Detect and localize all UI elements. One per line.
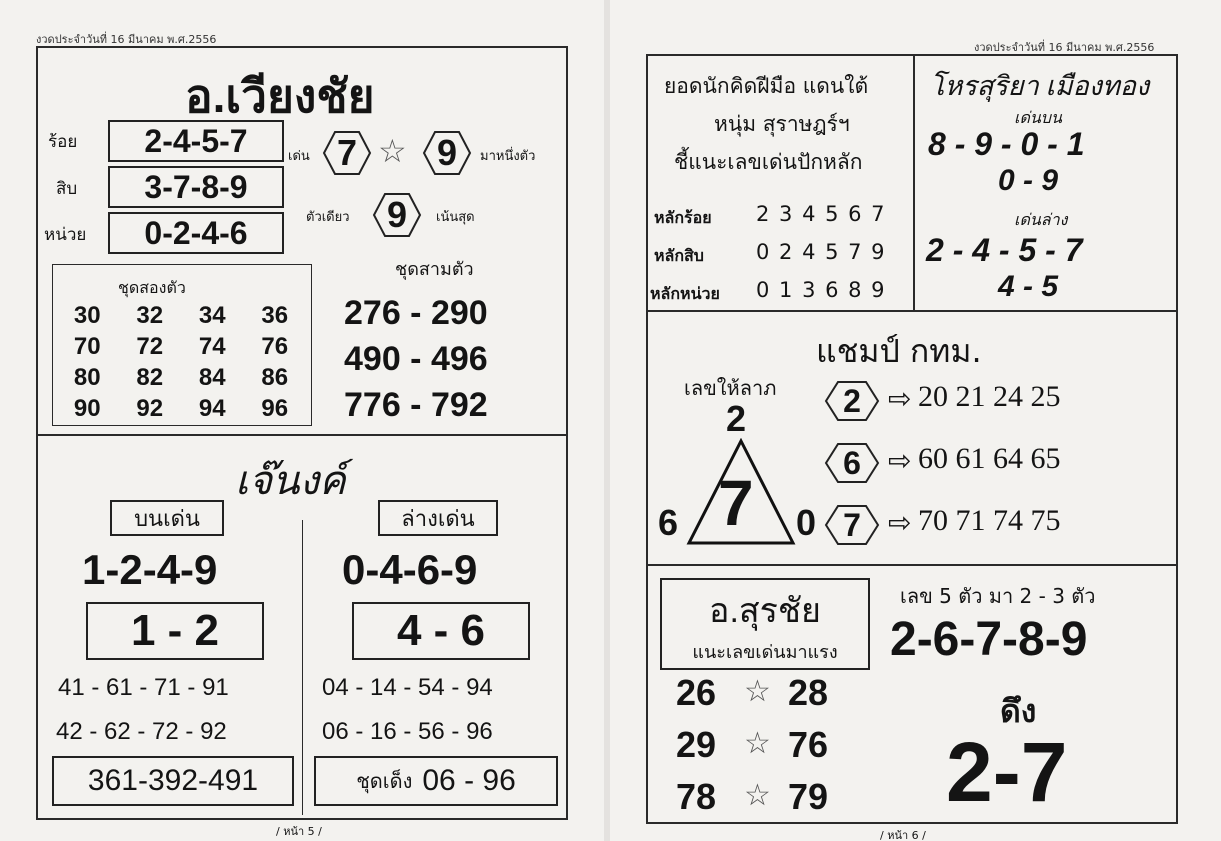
two-digit-number: 80	[73, 364, 101, 391]
two-digit-number: 94	[198, 395, 226, 422]
bottom-list-2: 06 - 16 - 56 - 96	[322, 718, 493, 745]
star-icon: ☆	[744, 674, 771, 709]
set-value: 06 - 96	[422, 764, 516, 797]
arrow-right-icon: ⇨	[888, 382, 912, 415]
section-title-jenong: เจ๊นงค์	[235, 458, 346, 503]
box4-name-box	[660, 578, 870, 670]
box2-bottom-label: เด่นล่าง	[1014, 212, 1068, 229]
two-digit-number: 90	[73, 395, 101, 422]
top-list-2: 42 - 62 - 72 - 92	[56, 718, 227, 745]
three-digit-title: ชุดสามตัว	[395, 259, 474, 280]
box2-bottom-main: 2 - 4 - 5 - 7	[926, 232, 1083, 268]
box1-row-label-units: หลักหน่วย	[650, 284, 720, 303]
bottom-list-1: 04 - 14 - 54 - 94	[322, 674, 493, 701]
single-label: ตัวเดียว	[306, 210, 350, 225]
box3-row-values: 70 71 74 75	[918, 504, 1061, 537]
top-pair-box: 1 - 2	[86, 602, 264, 660]
two-digit-number: 30	[73, 302, 101, 329]
two-digit-number: 84	[198, 364, 226, 391]
right-footer: / หน้า 6 /	[880, 829, 926, 841]
box3-row-values: 20 21 24 25	[918, 380, 1061, 413]
right-page	[610, 0, 1221, 841]
arrow-right-icon: ⇨	[888, 444, 912, 477]
left-header: งวดประจำวันที่ 16 มีนาคม พ.ศ.2556	[36, 33, 217, 46]
box2-top-main: 8 - 9 - 0 - 1	[928, 126, 1085, 162]
left-divider	[36, 434, 566, 436]
triangle-top-number: 2	[726, 398, 747, 439]
star-icon: ☆	[744, 726, 771, 761]
pair-b: 79	[788, 776, 829, 817]
right-top-column-divider	[913, 54, 915, 310]
box1-row-digits-units: 0 1 3 6 8 9	[756, 278, 885, 302]
box2-top-sub: 0 - 9	[998, 164, 1059, 197]
two-digit-number: 96	[261, 395, 289, 422]
arrow-right-icon: ⇨	[888, 506, 912, 539]
box3-title: แชมป์ กทม.	[816, 332, 982, 370]
box1-line1: ยอดนักคิดฝีมือ แดนใต้	[664, 74, 869, 98]
hex-badge-play-a: 7	[322, 130, 372, 176]
single-note: เน้นสุด	[436, 210, 475, 225]
box1-line2: หนุ่ม สุราษฎร์ฯ	[714, 112, 850, 136]
set-box	[314, 756, 558, 806]
box4-name: อ.สุรชัย	[709, 591, 821, 630]
top-triple-box: 361-392-491	[52, 756, 294, 806]
bottom-pair-box: 4 - 6	[352, 602, 530, 660]
pair-a: 26	[676, 672, 717, 713]
pair-b: 76	[788, 724, 829, 765]
box1-line3: ชี้แนะเลขเด่นปักหลัก	[674, 150, 863, 174]
box3-lead-label: เลขให้ลาภ	[684, 376, 777, 400]
star-icon: ☆	[744, 778, 771, 813]
triangle-left-number: 6	[658, 502, 679, 543]
top-list-1: 41 - 61 - 71 - 91	[58, 674, 229, 701]
two-digit-number: 70	[73, 333, 101, 360]
hex-badge-key: 7	[824, 504, 880, 546]
two-digit-number: 72	[136, 333, 164, 360]
two-digit-number: 76	[261, 333, 289, 360]
star-icon: ☆	[378, 132, 407, 170]
hex-badge-single: 9	[372, 192, 422, 238]
two-digit-number: 82	[136, 364, 164, 391]
triangle-right-number: 0	[796, 502, 817, 543]
two-digit-grid	[56, 300, 306, 424]
box1-row-digits-hundreds: 2 3 4 5 6 7	[756, 202, 885, 226]
two-digit-number: 74	[198, 333, 226, 360]
left-column-divider	[302, 520, 303, 815]
two-digit-number: 86	[261, 364, 289, 391]
box4-note: เลข 5 ตัว มา 2 - 3 ตัว	[900, 584, 1096, 608]
top-label-box: บนเด่น	[110, 500, 224, 536]
right-header: งวดประจำวันที่ 16 มีนาคม พ.ศ.2556	[974, 41, 1155, 54]
box2-top-label: เด่นบน	[1014, 110, 1062, 127]
play-label: เด่น	[288, 149, 310, 164]
right-divider-2	[646, 564, 1176, 566]
two-digit-number: 36	[261, 302, 289, 329]
box4-digits: 2-6-7-8-9	[890, 613, 1088, 666]
play-note: มาหนึ่งตัว	[480, 149, 536, 164]
left-footer: / หน้า 5 /	[276, 825, 322, 838]
bottom-label-box: ล่างเด่น	[378, 500, 498, 536]
row-label-hundreds: ร้อย	[48, 132, 78, 152]
pair-a: 29	[676, 724, 717, 765]
left-page	[0, 0, 604, 841]
right-divider-1	[646, 310, 1176, 312]
box4-pull-label: ดึง	[1000, 692, 1037, 730]
hex-badge-play-b: 9	[422, 130, 472, 176]
box1-row-label-hundreds: หลักร้อย	[654, 208, 712, 227]
box2-bottom-sub: 4 - 5	[998, 270, 1059, 303]
row-label-tens: สิบ	[56, 179, 78, 199]
pair-b: 28	[788, 672, 829, 713]
box4-pull-value: 2-7	[946, 725, 1068, 819]
bottom-digits: 0-4-6-9	[342, 546, 478, 593]
two-digit-title: ชุดสองตัว	[118, 278, 186, 297]
hex-badge-key: 2	[824, 380, 880, 422]
box1-row-digits-tens: 0 2 4 5 7 9	[756, 240, 885, 264]
top-digits: 1-2-4-9	[82, 546, 218, 593]
box3-row-values: 60 61 64 65	[918, 442, 1061, 475]
two-digit-number: 32	[136, 302, 164, 329]
two-digit-number: 34	[198, 302, 226, 329]
box2-title: โหรสุริยา เมืองทอง	[930, 71, 1150, 101]
three-digit-set: 776 - 792	[344, 386, 488, 424]
pair-a: 78	[676, 776, 717, 817]
hex-badge-key: 6	[824, 442, 880, 484]
three-digit-set: 490 - 496	[344, 340, 488, 378]
box4-subtitle: แนะเลขเด่นมาแรง	[692, 641, 838, 663]
row-label-units: หน่วย	[44, 225, 87, 245]
section-title-wiangchai: อ.เวียงชัย	[185, 70, 375, 122]
triangle-center-number: 7	[718, 467, 754, 539]
row-value-hundreds: 2-4-5-7	[108, 120, 284, 162]
row-value-tens: 3-7-8-9	[108, 166, 284, 208]
set-label: ชุดเด็ง	[356, 769, 413, 793]
box1-row-label-tens: หลักสิบ	[654, 246, 704, 265]
two-digit-number: 92	[136, 395, 164, 422]
row-value-units: 0-2-4-6	[108, 212, 284, 254]
three-digit-set: 276 - 290	[344, 294, 488, 332]
